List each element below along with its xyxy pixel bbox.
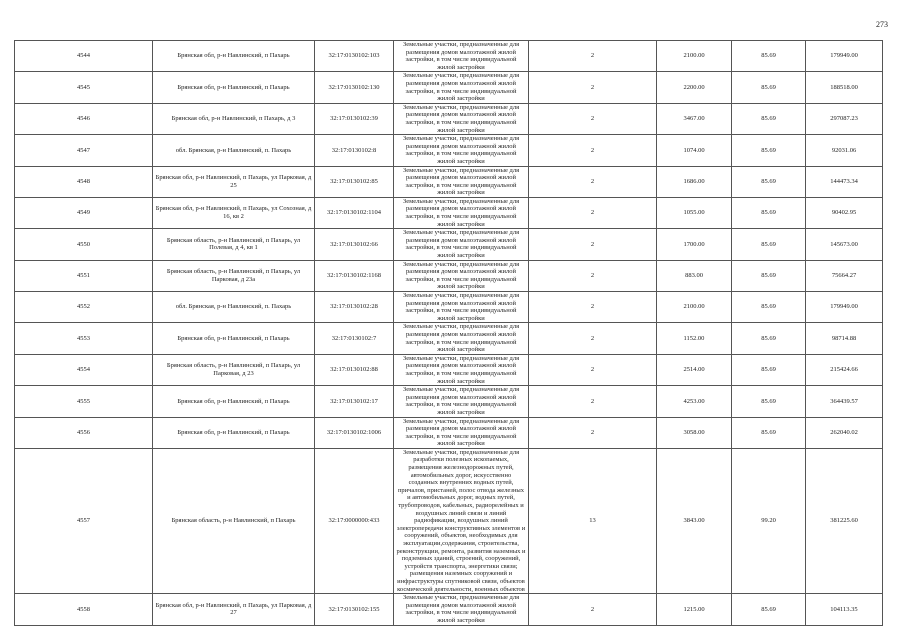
table-row	[15, 103, 883, 134]
address-cell: Брянская обл, р-н Навлинский, п Пахарь, ул Парковая, д 25	[153, 166, 315, 197]
address-cell: обл. Брянская, р-н Навлинский, п. Пахарь	[153, 292, 315, 323]
table-row	[15, 594, 883, 625]
row-number-cell: 4544	[15, 41, 153, 72]
cadastral-value-cell: 262040.02	[806, 417, 883, 448]
land-use-group-cell: 2	[529, 417, 657, 448]
cadastral-value-cell: 145673.00	[806, 229, 883, 260]
area-cell: 1152.00	[657, 323, 732, 354]
land-use-group-cell: 2	[529, 72, 657, 103]
address-cell: Брянская обл, р-н Навлинский, п Пахарь	[153, 386, 315, 417]
cadastral-number-cell: 32:17:0130102:17	[315, 386, 394, 417]
cadastral-number-cell: 32:17:0130102:66	[315, 229, 394, 260]
address-cell: Брянская область, р-н Навлинский, п Пахарь, ул Парковая, д 23	[153, 354, 315, 385]
row-number-cell: 4548	[15, 166, 153, 197]
specific-value-cell: 85.69	[732, 260, 806, 291]
land-use-group-cell: 2	[529, 386, 657, 417]
row-number-cell: 4551	[15, 260, 153, 291]
area-cell: 2100.00	[657, 292, 732, 323]
land-use-group-cell: 2	[529, 41, 657, 72]
land-use-purpose-cell: Земельные участки, предназначенные для размещения домов малоэтажной жилой застройки, в том числе индивидуальной жилой застройки	[394, 594, 529, 625]
row-number-cell: 4552	[15, 292, 153, 323]
cadastral-value-cell: 98714.88	[806, 323, 883, 354]
land-use-group-cell: 2	[529, 103, 657, 134]
cadastral-value-cell: 297087.23	[806, 103, 883, 134]
specific-value-cell: 85.69	[732, 386, 806, 417]
area-cell: 1700.00	[657, 229, 732, 260]
cadastral-number-cell: 32:17:0130102:103	[315, 41, 394, 72]
specific-value-cell: 85.69	[732, 417, 806, 448]
row-number-cell: 4557	[15, 448, 153, 593]
cadastral-number-cell: 32:17:0130102:130	[315, 72, 394, 103]
cadastral-value-cell: 75664.27	[806, 260, 883, 291]
address-cell: обл. Брянская, р-н Навлинский, п. Пахарь	[153, 135, 315, 166]
table-row	[15, 354, 883, 385]
land-use-group-cell: 2	[529, 166, 657, 197]
cadastral-number-cell: 32:17:0130102:28	[315, 292, 394, 323]
row-number-cell: 4555	[15, 386, 153, 417]
land-use-purpose-cell: Земельные участки, предназначенные для размещения домов малоэтажной жилой застройки, в том числе индивидуальной жилой застройки	[394, 72, 529, 103]
area-cell: 1055.00	[657, 197, 732, 228]
specific-value-cell: 85.69	[732, 103, 806, 134]
specific-value-cell: 85.69	[732, 72, 806, 103]
cadastral-number-cell: 32:17:0130102:85	[315, 166, 394, 197]
address-cell: Брянская обл, р-н Навлинский, п Пахарь	[153, 72, 315, 103]
table-row	[15, 135, 883, 166]
specific-value-cell: 99.20	[732, 448, 806, 593]
address-cell: Брянская область, р-н Навлинский, п Пахарь	[153, 448, 315, 593]
table-row	[15, 417, 883, 448]
area-cell: 3843.00	[657, 448, 732, 593]
page-number: 273	[876, 20, 888, 29]
land-use-group-cell: 2	[529, 135, 657, 166]
address-cell: Брянская обл, р-н Навлинский, п Пахарь	[153, 41, 315, 72]
land-use-purpose-cell: Земельные участки, предназначенные для размещения домов малоэтажной жилой застройки, в том числе индивидуальной жилой застройки	[394, 103, 529, 134]
land-use-purpose-cell: Земельные участки, предназначенные для размещения домов малоэтажной жилой застройки, в том числе индивидуальной жилой застройки	[394, 292, 529, 323]
land-use-purpose-cell: Земельные участки, предназначенные для разработки полезных ископаемых, размещения железнодорожных путей, автомобильных дорог, искусственно созданных внутренних водных путей, причалов, пристаней, полос отвода железных и автомобильных дорог, водных путей, трубопроводов, кабельных, радиорелейных и воздушных линий связи и линий радиофикации, воздушных линий электропередачи конструктивных элементов и сооружений, объектов, необходимых для эксплуатации,содержания, строительства, реконструкции, ремонта, развития наземных и подземных зданий, строений, сооружений, устройств транспорта, энергетики связи; размещения наземных сооружений и инфраструктуры спутниковой связи, объектов космической деятельности, военных объектов	[394, 448, 529, 593]
table-row	[15, 448, 883, 593]
land-use-group-cell: 2	[529, 260, 657, 291]
area-cell: 2100.00	[657, 41, 732, 72]
area-cell: 883.00	[657, 260, 732, 291]
land-use-group-cell: 2	[529, 594, 657, 625]
land-use-purpose-cell: Земельные участки, предназначенные для размещения домов малоэтажной жилой застройки, в том числе индивидуальной жилой застройки	[394, 197, 529, 228]
row-number-cell: 4547	[15, 135, 153, 166]
row-number-cell: 4553	[15, 323, 153, 354]
specific-value-cell: 85.69	[732, 292, 806, 323]
address-cell: Брянская обл, р-н Навлинский, п Пахарь, ул Сохозная, д 16, кв 2	[153, 197, 315, 228]
address-cell: Брянская область, р-н Навлинский, п Пахарь, ул Полевая, д 4, кв 1	[153, 229, 315, 260]
specific-value-cell: 85.69	[732, 166, 806, 197]
address-cell: Брянская обл, р-н Навлинский, п Пахарь, ул Парковая, д 27	[153, 594, 315, 625]
land-use-purpose-cell: Земельные участки, предназначенные для размещения домов малоэтажной жилой застройки, в том числе индивидуальной жилой застройки	[394, 323, 529, 354]
specific-value-cell: 85.69	[732, 41, 806, 72]
area-cell: 3467.00	[657, 103, 732, 134]
table-row	[15, 41, 883, 72]
land-use-purpose-cell: Земельные участки, предназначенные для размещения домов малоэтажной жилой застройки, в том числе индивидуальной жилой застройки	[394, 229, 529, 260]
cadastral-value-cell: 381225.60	[806, 448, 883, 593]
address-cell: Брянская обл, р-н Навлинский, п Пахарь, д 3	[153, 103, 315, 134]
specific-value-cell: 85.69	[732, 323, 806, 354]
table-row	[15, 72, 883, 103]
land-use-group-cell: 2	[529, 323, 657, 354]
cadastral-value-table	[14, 40, 883, 626]
specific-value-cell: 85.69	[732, 135, 806, 166]
cadastral-value-cell: 364439.57	[806, 386, 883, 417]
land-use-purpose-cell: Земельные участки, предназначенные для размещения домов малоэтажной жилой застройки, в том числе индивидуальной жилой застройки	[394, 41, 529, 72]
area-cell: 3058.00	[657, 417, 732, 448]
table-row	[15, 292, 883, 323]
land-use-purpose-cell: Земельные участки, предназначенные для размещения домов малоэтажной жилой застройки, в том числе индивидуальной жилой застройки	[394, 260, 529, 291]
row-number-cell: 4556	[15, 417, 153, 448]
land-use-purpose-cell: Земельные участки, предназначенные для размещения домов малоэтажной жилой застройки, в том числе индивидуальной жилой застройки	[394, 386, 529, 417]
cadastral-number-cell: 32:17:0130102:1168	[315, 260, 394, 291]
cadastral-value-cell: 144473.34	[806, 166, 883, 197]
cadastral-value-cell: 215424.66	[806, 354, 883, 385]
land-use-group-cell: 13	[529, 448, 657, 593]
row-number-cell: 4546	[15, 103, 153, 134]
cadastral-value-cell: 179949.00	[806, 41, 883, 72]
cadastral-value-cell: 188518.00	[806, 72, 883, 103]
land-use-purpose-cell: Земельные участки, предназначенные для размещения домов малоэтажной жилой застройки, в том числе индивидуальной жилой застройки	[394, 417, 529, 448]
table-row	[15, 229, 883, 260]
area-cell: 2514.00	[657, 354, 732, 385]
address-cell: Брянская обл, р-н Навлинский, п Пахарь	[153, 417, 315, 448]
specific-value-cell: 85.69	[732, 354, 806, 385]
cadastral-value-cell: 104113.35	[806, 594, 883, 625]
land-use-purpose-cell: Земельные участки, предназначенные для размещения домов малоэтажной жилой застройки, в том числе индивидуальной жилой застройки	[394, 166, 529, 197]
row-number-cell: 4545	[15, 72, 153, 103]
area-cell: 1215.00	[657, 594, 732, 625]
cadastral-number-cell: 32:17:0130102:155	[315, 594, 394, 625]
land-use-group-cell: 2	[529, 354, 657, 385]
cadastral-number-cell: 32:17:0000000:433	[315, 448, 394, 593]
cadastral-number-cell: 32:17:0130102:88	[315, 354, 394, 385]
table-row	[15, 166, 883, 197]
address-cell: Брянская обл, р-н Навлинский, п Пахарь	[153, 323, 315, 354]
table-row	[15, 260, 883, 291]
cadastral-number-cell: 32:17:0130102:39	[315, 103, 394, 134]
area-cell: 1686.00	[657, 166, 732, 197]
table-row	[15, 323, 883, 354]
row-number-cell: 4554	[15, 354, 153, 385]
cadastral-value-cell: 179949.00	[806, 292, 883, 323]
specific-value-cell: 85.69	[732, 594, 806, 625]
row-number-cell: 4550	[15, 229, 153, 260]
cadastral-value-cell: 92031.06	[806, 135, 883, 166]
cadastral-number-cell: 32:17:0130102:1006	[315, 417, 394, 448]
cadastral-number-cell: 32:17:0130102:1104	[315, 197, 394, 228]
land-use-group-cell: 2	[529, 197, 657, 228]
cadastral-value-cell: 90402.95	[806, 197, 883, 228]
area-cell: 1074.00	[657, 135, 732, 166]
table-row	[15, 197, 883, 228]
land-use-group-cell: 2	[529, 229, 657, 260]
cadastral-number-cell: 32:17:0130102:8	[315, 135, 394, 166]
row-number-cell: 4558	[15, 594, 153, 625]
specific-value-cell: 85.69	[732, 229, 806, 260]
land-use-group-cell: 2	[529, 292, 657, 323]
area-cell: 4253.00	[657, 386, 732, 417]
row-number-cell: 4549	[15, 197, 153, 228]
cadastral-number-cell: 32:17:0130102:7	[315, 323, 394, 354]
land-use-purpose-cell: Земельные участки, предназначенные для размещения домов малоэтажной жилой застройки, в том числе индивидуальной жилой застройки	[394, 354, 529, 385]
address-cell: Брянская область, р-н Навлинский, п Пахарь, ул Парковая, д 23а	[153, 260, 315, 291]
area-cell: 2200.00	[657, 72, 732, 103]
land-use-purpose-cell: Земельные участки, предназначенные для размещения домов малоэтажной жилой застройки, в том числе индивидуальной жилой застройки	[394, 135, 529, 166]
specific-value-cell: 85.69	[732, 197, 806, 228]
table-row	[15, 386, 883, 417]
